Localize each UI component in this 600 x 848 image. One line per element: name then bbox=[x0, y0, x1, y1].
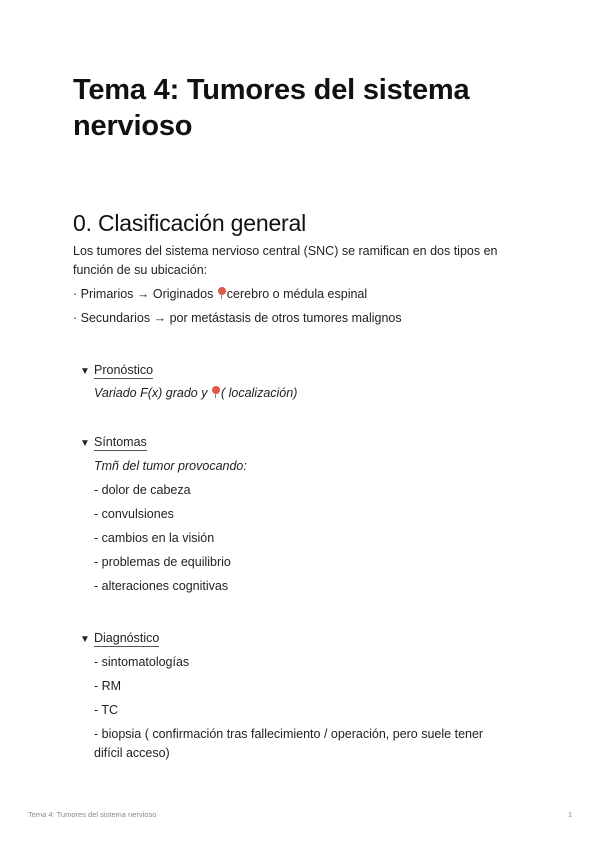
toggle-pronostico[interactable] bbox=[80, 362, 153, 380]
pronostico-text-start: Variado F(x) grado y bbox=[94, 386, 211, 400]
toggle-sintomas[interactable] bbox=[80, 434, 147, 452]
primarios-line bbox=[73, 285, 533, 304]
list-item: - biopsia ( confirmación tras fallecimiento / operación, pero suele tener difícil acceso) bbox=[94, 727, 484, 760]
list-item: - sintomatologías bbox=[94, 655, 190, 669]
list-item: - cambios en la visión bbox=[94, 531, 215, 545]
toggle-pronostico-label[interactable]: Pronóstico bbox=[94, 363, 154, 377]
list-item: - RM bbox=[94, 679, 122, 693]
list-item: - convulsiones bbox=[94, 507, 174, 521]
list-item: - alteraciones cognitivas bbox=[94, 579, 229, 593]
primarios-text: · Primarios → Originados bbox=[73, 287, 217, 301]
triangle-down-icon[interactable]: ▼ bbox=[80, 366, 90, 377]
round-pushpin-icon bbox=[218, 287, 226, 299]
toggle-diagnostico-label[interactable]: Diagnóstico bbox=[94, 631, 160, 645]
pronostico-text bbox=[94, 384, 524, 403]
round-pushpin-icon bbox=[212, 386, 220, 398]
toggle-sintomas-label[interactable]: Síntomas bbox=[94, 435, 147, 449]
secundarios-line: · Secundarios → por metástasis de otros tumores malignos bbox=[73, 311, 402, 325]
intro-paragraph: Los tumores del sistema nervioso central (SNC) se ramifican en dos tipos en función de su ubicación: bbox=[73, 244, 498, 277]
page-title: Tema 4: Tumores del sistema nervioso bbox=[73, 74, 470, 142]
page-number: 1 bbox=[568, 810, 573, 819]
list-item: - dolor de cabeza bbox=[94, 483, 191, 497]
footer-title: Tema 4: Tumores del sistema nervioso bbox=[28, 810, 157, 819]
triangle-down-icon[interactable]: ▼ bbox=[80, 634, 90, 645]
section-heading: 0. Clasificación general bbox=[73, 210, 306, 236]
toggle-diagnostico[interactable] bbox=[80, 630, 159, 648]
list-item: - problemas de equilibrio bbox=[94, 555, 231, 569]
sintomas-intro: Tmñ del tumor provocando: bbox=[94, 459, 247, 473]
primarios-location-text: cerebro o médula espinal bbox=[226, 287, 368, 301]
pronostico-text-end: ( localización) bbox=[220, 386, 298, 400]
triangle-down-icon[interactable]: ▼ bbox=[80, 438, 90, 449]
list-item: - TC bbox=[94, 703, 119, 717]
